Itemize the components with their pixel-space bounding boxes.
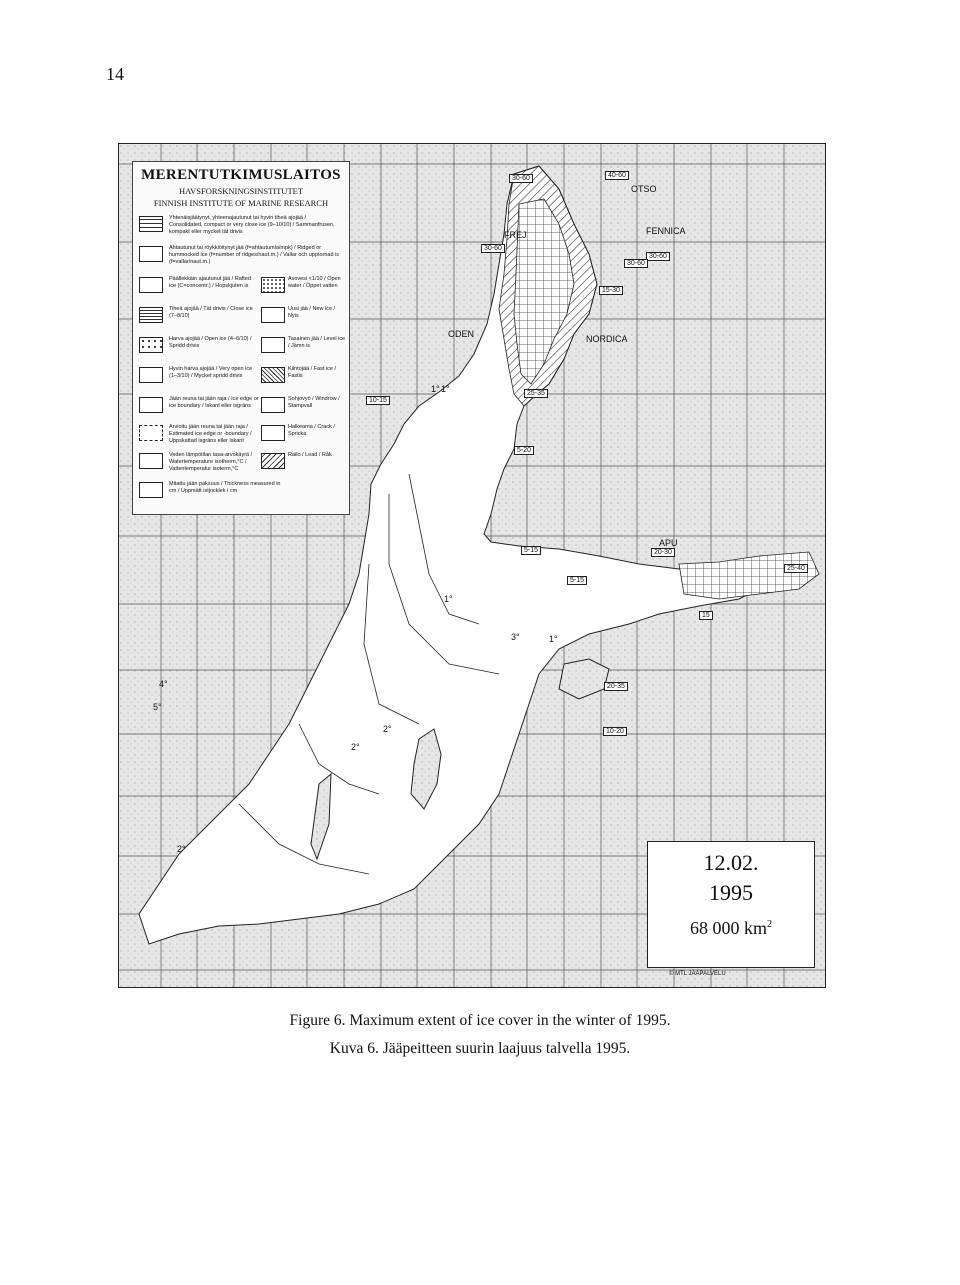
thickness-box: 30-60: [509, 174, 533, 183]
legend-item-very-open-ice: Hyvin harva ajojää / Very open ice (1–3/10) / Mycket spridd drivis: [169, 366, 253, 379]
legend-item-windrow: Sohjovyö / Windrow / Stampvall: [288, 396, 340, 409]
thickness-box: 25-40: [784, 564, 808, 573]
thickness-box: 15: [699, 611, 713, 620]
legend-symbol-very-open-ice: [139, 367, 163, 383]
institute-title: MERENTUTKIMUSLAITOS: [141, 167, 341, 183]
isotherm-label: 1°: [549, 634, 558, 644]
label-nordica: NORDICA: [586, 334, 628, 344]
legend-symbol-rafted: [139, 277, 163, 293]
legend-item-isotherm: Veden lämpötilan tasa-arvokäyrä / Watertemperature isotherm,°C / Vattentemperatur isoterm,°C: [169, 452, 253, 472]
copyright-note: © MTL JÄÄPALVELU: [669, 971, 726, 977]
legend-item-level-ice: Tasainen jää / Level ice / Jämn is: [288, 336, 346, 349]
thickness-box: 20-35: [604, 682, 628, 691]
chart-year: 1995: [709, 880, 753, 905]
thickness-box: 15-30: [599, 286, 623, 295]
thickness-box: 30-60: [646, 252, 670, 261]
isotherm-label: 2°: [177, 844, 186, 854]
legend-symbol-open-ice: [139, 337, 163, 353]
thickness-box: 20-30: [651, 548, 675, 557]
thickness-box: 30-60: [624, 259, 648, 268]
thickness-box: 10-20: [603, 727, 627, 736]
legend-symbol-lead: [261, 453, 285, 469]
thickness-box: 25-35: [524, 389, 548, 398]
chart-date: 12.02.: [703, 850, 759, 875]
legend-symbol-windrow: [261, 397, 285, 413]
isotherm-label: 2°: [351, 742, 360, 752]
ice-area-unit-sup: 2: [767, 919, 772, 930]
label-otso: OTSO: [631, 184, 657, 194]
legend-item-ridged: Ahtautunut tai röykkiöitynyt jää (f=ahtautumia/mpk) / Ridged or hummocked ice (f=number of ridges/naut.m.) / Vallar och upptornad is (f=vallar/naut.m.): [169, 245, 340, 265]
isotherm-label: 5°: [153, 702, 162, 712]
isotherm-label: 2°: [383, 724, 392, 734]
legend-symbol-isotherm: [139, 453, 163, 469]
legend-item-open-ice: Harva ajojää / Open ice (4–6/10) / Spridd drivis: [169, 336, 252, 349]
legend-symbol-ice-edge: [139, 397, 163, 413]
legend-symbol-fast-ice: [261, 367, 285, 383]
label-frej: FREJ: [504, 230, 527, 240]
legend-symbol-consolidated: [139, 216, 163, 232]
legend-symbol-close-ice: [139, 307, 163, 323]
legend-symbol-ridged: [139, 246, 163, 262]
date-area-box: [647, 841, 815, 968]
isotherm-label: 1°: [431, 384, 440, 394]
page-number: 14: [106, 64, 124, 84]
ice-chart-map: [118, 143, 826, 988]
label-oden: ODEN: [448, 329, 475, 339]
thickness-box: 10-15: [366, 396, 390, 405]
legend-item-crack: Halkeama / Crack / Spricka: [288, 424, 335, 437]
legend-panel: [132, 161, 350, 515]
institute-subtitle-en: FINNISH INSTITUTE OF MARINE RESEARCH: [153, 198, 329, 208]
legend-item-lead: Railo / Lead / Råk: [288, 452, 332, 458]
thickness-box: 5-15: [521, 546, 541, 555]
legend-item-fast-ice: Kiintojää / Fast ice / Fastis: [288, 366, 336, 379]
label-apu: APU: [659, 538, 678, 548]
ice-area: [648, 918, 814, 939]
isotherm-label: 4°: [159, 679, 168, 689]
legend-item-close-ice: Tiheä ajojää / Tät drivis / Close ice (7–8/10): [169, 306, 253, 319]
institute-subtitle-sv: HAVSFORSKNINGSINSTITUTET: [178, 186, 304, 196]
legend-symbol-level-ice: [261, 337, 285, 353]
legend-item-consolidated: Yhtenäisjäätynyt, yhteenajautunut tai hyvin tiheä ajojää / Consolidated, compact or very close ice (9–10/10) / Sammanfrusen, kompakt eller mycket tät drivis: [169, 215, 335, 235]
caption-english: Figure 6. Maximum extent of ice cover in the winter of 1995.: [289, 1012, 671, 1029]
legend-symbol-thickness: [139, 482, 163, 498]
isotherm-label: 1°: [444, 594, 453, 604]
legend-item-thickness: Mitattu jään paksuus / Thickness measured in cm / Uppmätt istjocklek i cm: [169, 481, 281, 494]
legend-item-open-water: Avovesi <1/10 / Open water / Öppet vatten: [288, 276, 341, 289]
legend-item-new-ice: Uusi jää / New ice / Nyis: [288, 306, 336, 319]
isotherm-label: 3°: [511, 632, 520, 642]
thickness-box: 40-60: [605, 171, 629, 180]
thickness-box: 5-15: [567, 576, 587, 585]
legend-symbol-open-water: [261, 277, 285, 293]
legend-item-rafted: Päällekkäin ajautunut jää / Rafted ice (C=concentr.) / Hopskjuten is: [169, 276, 251, 289]
caption-finnish: Kuva 6. Jääpeitteen suurin laajuus talvella 1995.: [329, 1040, 631, 1057]
thickness-box: 30-60: [481, 244, 505, 253]
label-fennica: FENNICA: [646, 226, 686, 236]
legend-symbol-estimated-edge: [139, 425, 163, 441]
legend-item-estimated-edge: Arvioitu jään reuna tai jään raja / Estimated ice edge or -boundary / Uppskattad isgräns eller iskant: [169, 424, 252, 444]
thickness-box: 5-20: [514, 446, 534, 455]
ice-area-value: 68 000 km: [689, 918, 767, 938]
legend-item-ice-edge: Jään reuna tai jään raja / Ice edge or ice boundary / Iskant eller isgräns: [169, 396, 259, 409]
legend-symbol-crack: [261, 425, 285, 441]
legend-symbol-new-ice: [261, 307, 285, 323]
isotherm-label: 1°: [441, 384, 450, 394]
